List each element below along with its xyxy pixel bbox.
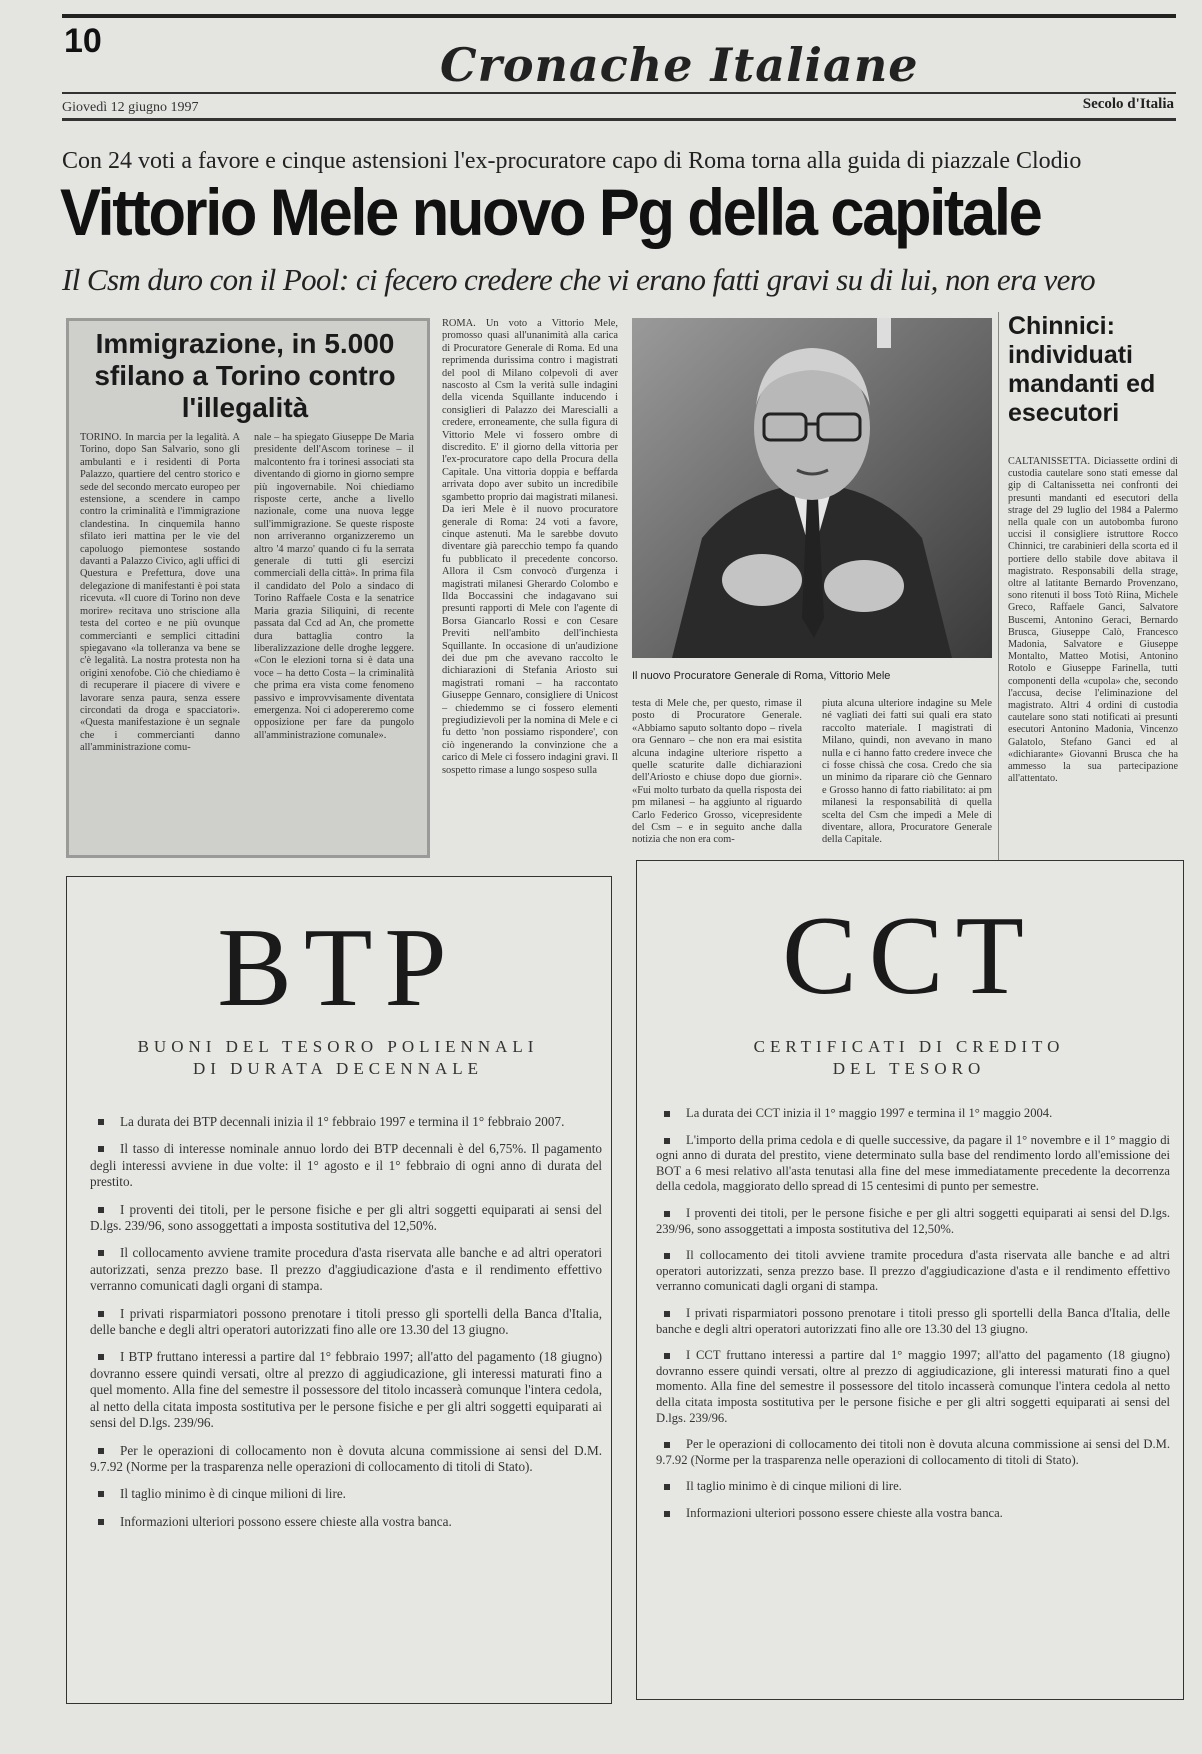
cct-term-item: Informazioni ulteriori possono essere chieste alla vostra banca. [656,1506,1170,1522]
btp-subtitle-2: DI DURATA DECENNALE [192,1059,484,1078]
newspaper-name: Secolo d'Italia [1082,96,1174,112]
page-number: 10 [64,22,102,60]
btp-terms-list [90,1114,602,1541]
cct-term-item: I privati risparmiatori possono prenotare i titoli presso gli sportelli della Banca d'Italia, delle banche e degli altri operatori autorizzati fino alle ore 13.30 del 13 giugno. [656,1305,1170,1336]
issue-date: Giovedì 12 giugno 1997 [62,100,199,115]
btp-term-item: I privati risparmiatori possono prenotare i titoli presso gli sportelli della Banca d'Italia, delle banche e degli altri operatori autorizzati fino alle ore 13.30 del 13 giugno. [90,1305,602,1338]
immigration-column-1: TORINO. In marcia per la legalità. A Torino, dopo San Salvario, sono gli ambulanti e i residenti di Porta Palazzo, quartiere del centro storico e sede del secondo mercato europeo per estensione, a scendere in campo contro la criminalità e l'immigrazione clandestina. In cinquemila hanno sfilato ieri mattina per le vie del capoluogo piemontese sostando davanti a Palazzo Civico, agli uffici di Questura e Prefettura, dove una delegazione di manifestanti è poi stata ricevuta. «Il cuore di Torino non deve morire» recitava uno striscione alla testa del corteo e ne più ovunque commercianti e semplici cittadini spiegavano «la tolleranza va bene se c'è legalità. La nostra protesta non ha origini xenofobe. Ciò che chiediamo è di recuperare il piacere di vivere e lavorare senza paura, senza essere circondati da droga e spacciatori». «Questa manifestazione è un segnale che i commercianti danno all'amministrazione comu- [80,432,240,754]
cct-term-item: Il taglio minimo è di cinque milioni di lire. [656,1479,1170,1495]
cct-terms-list [656,1106,1170,1532]
photo-caption: Il nuovo Procuratore Generale di Roma, Vittorio Mele [632,670,891,682]
btp-term-item: La durata dei BTP decennali inizia il 1° febbraio 1997 e termina il 1° febbraio 2007. [90,1114,602,1130]
cct-term-item: L'importo della prima cedola e di quelle successive, da pagare il 1° novembre e il 1° maggio di ogni anno di durata del prestito, viene determinato sulla base del rendimento lordo all'emissione dei BOT a 6 mesi relativo all'asta tenutasi alla fine del mese immediatamente precedente la decorrenza della cedola, maggiorato dello spread di 15 centesimi di punto per semestre. [656,1132,1170,1194]
article-headline: Vittorio Mele nuovo Pg della capitale [60,175,1041,249]
btp-term-item: Il collocamento avviene tramite procedura d'asta riservata alle banche e ad altri operatori autorizzati, senza prezzo base. Il prezzo d'aggiudicazione d'asta e il rendimento effettivo verranno comunicati dagli organi di stampa. [90,1245,602,1294]
btp-term-item: Per le operazioni di collocamento non è dovuta alcuna commissione ai sensi del D.M. 9.7.92 (Norme per la trasparenza nelle operazioni di collocamento di titoli di Stato). [90,1442,602,1474]
btp-term-item: Il taglio minimo è di cinque milioni di lire. [90,1486,602,1502]
btp-title: BTP [217,906,459,1030]
btp-term-item: Il tasso di interesse nominale annuo lordo dei BTP decennali è del 6,75%. Il pagamento degli interessi avviene in due volte: il 1° agosto e il 1° febbraio di ogni anno di durata del prestito. [90,1141,602,1190]
cct-title: CCT [782,894,1036,1018]
cct-term-item: Il collocamento dei titoli avviene tramite procedura d'asta riservata alle banche e ad altri operatori autorizzati, senza prezzo base. Il prezzo d'aggiudicazione d'asta e il rendimento effettivo verranno comunicati dagli organi di stampa. [656,1248,1170,1294]
top-rule [62,14,1176,18]
chinnici-body: CALTANISSETTA. Diciassette ordini di custodia cautelare sono stati emesse dal gip di Caltanissetta nei confronti dei presunti mandanti ed esecutori della strage del 29 luglio del 1984 a Palermo nella quale con un autobomba furono uccisi il consigliere istruttore Rocco Chinnici, tre carabinieri della scorta ed il portiere dello stabile dove abitava il magistrato. Responsabili della strage, oltre al latitante Bernardo Provenzano, sono ritenuti il boss Totò Riina, Michele Greco, Raffaele Ganci, Salvatore Buscemi, Antonino Geraci, Bernardo Brusca, Giuseppe Calò, Francesco Madonia, Salvatore e Giuseppe Montalto, Matteo Motisi, Antonino Rotolo e Giuseppe Farinella, tutti componenti della «cupola» che, secondo l'accusa, decise l'eliminazione del magistrato. Altri 4 ordini di custodia cautelare sono stati notificati ai presunti esecutori Antonino Madonia, Vincenzo Galatolo, Stefano Ganci ed al «dichiarante» Giovanni Brusca che ha ammesso la sua partecipazione all'attentato. [1008,456,1178,785]
btp-term-item: Informazioni ulteriori possono essere chieste alla vostra banca. [90,1514,602,1530]
header-rule-bottom [62,118,1176,121]
cct-term-item: La durata dei CCT inizia il 1° maggio 1997 e termina il 1° maggio 2004. [656,1106,1170,1122]
main-article-column-2: testa di Mele che, per questo, rimase il posto di Procuratore Generale. «Abbiamo saputo soltanto dopo – rivela ora Gennaro – che non era mai esistita alcuna indagine ulteriore rispetto a quelle scaturite dalle dichiarazioni dell'Ariosto e chiuse dopo due giorni». «Fui molto turbato da quella risposta dei pm milanesi – ha aggiunto al riguardo Carlo Federico Grosso, vicepresidente del Csm – e in seguito anche dalla notizia che non era com- [632,698,802,846]
cct-subtitle-1: CERTIFICATI DI CREDITO [753,1037,1065,1056]
main-article-column-3: piuta alcuna ulteriore indagine su Mele né vagliati dei fatti sui quali era stato raccolto materiale. I magistrati di Milano, quindi, non avevano in mano nulla e ci hanno fatto credere invece che ci fosse chissà che cosa. Credo che sia un minimo da riparare ciò che Gennaro e Grosso hanno di fatto riabilitato: ai pm milanesi la responsabilità di quella scelta del Csm che impedì a Mele di diventare, allora, Procuratore Generale della Capitale. [822,698,992,846]
btp-term-item: I proventi dei titoli, per le persone fisiche e per gli altri soggetti equiparati ai sensi del D.lgs. 239/96, sono assoggettati a imposta sostitutiva del 12,50%. [90,1201,602,1234]
btp-term-item: I BTP fruttano interessi a partire dal 1° febbraio 1997; all'atto del pagamento (18 giugno) dovranno essere quindi versati, oltre al prezzo di aggiudicazione, gli interessi maturati fino a quel momento. Alla fine del semestre il possessore del titolo incasserà comunque l'intera cedola, al netto della citata imposta sostitutiva per le persone fisiche e per gli altri soggetti equiparati ai sensi del D.lgs. 239/96. [90,1349,602,1431]
cct-term-item: I CCT fruttano interessi a partire dal 1° maggio 1997; all'atto del pagamento (18 giugno) dovranno essere quindi versati, oltre al prezzo di aggiudicazione, gli interessi maturati fino a quel momento. Alla fine del semestre il possessore del titolo incasserà comunque l'intera cedola al netto della citata imposta sostitutiva per le persone fisiche e per gli altri soggetti equiparati ai sensi del D.lgs. 239/96. [656,1348,1170,1425]
immigration-title: Immigrazione, in 5.000 sfilano a Torino contro l'illegalità [94,328,396,423]
main-article-column-1: ROMA. Un voto a Vittorio Mele, promosso quasi all'unanimità alla carica di Procuratore Generale di Roma. Ed una reprimenda durissima contro i magistrati del pool di Milano colpevoli di aver nascosto al Csm la verità sulle indagini della vicenda Squillante inducendo i consiglieri di Palazzo dei Marescialli a credere, erroneamente, che sulla figura di Vittorio Mele vi fossero ombre di discredito. E' il giorno della vittoria per l'ex-procuratore capo della Procura della Capitale. Una vittoria doppia e beffarda arrivata dopo aver subito un incredibile sgambetto proprio dai magistrati milanesi. Da ieri Mele è il nuovo procuratore generale di Roma: 24 voti a favore, cinque astenuti. Ma le sarebbe dovuto diventare già parecchio tempo fa quando fu pubblicato il precedente concorso. Allora il Csm convocò d'urgenza i magistrati milanesi Gherardo Colombo e Ilda Boccassini che indagavano sui presunti rapporti di Mele con l'agente di Borsa Giancarlo Rossi e con Cesare Previti nell'ambito dell'inchiesta Squillante. In occasione di un'audizione dei due pm che avevano raccolto le dichiarazioni di Stefania Ariosto sui magistrati romani – ha raccontato Giuseppe Gennaro, consigliere di Unicost – chiedemmo se ci fossero elementi pregiudizievoli per la nomina di Mele e ci fu detto 'non possiamo rispondere', con ciò ingenerando la convinzione che a carico di Mele ci fossero indagini gravi. Il sospetto rimase a lungo sospeso sulla [442,318,618,776]
article-kicker: Con 24 voti a favore e cinque astensioni l'ex-procuratore capo di Roma torna alla guida di piazzale Clodio [62,148,1082,174]
column-divider [998,312,999,862]
cct-term-item: Per le operazioni di collocamento dei titoli non è dovuta alcuna commissione ai sensi del D.M. 9.7.92 (Norme per la trasparenza nelle operazioni di collocamento di titoli di Stato). [656,1437,1170,1467]
cct-term-item: I proventi dei titoli, per le persone fisiche e per gli altri soggetti equiparati ai sensi del D.lgs. 239/96, sono assoggettati a imposta sostitutiva del 12,50%. [656,1205,1170,1236]
cct-subtitle-2: DEL TESORO [832,1059,986,1078]
chinnici-title: Chinnici: individuati mandanti ed esecutori [1008,312,1156,427]
portrait-image [632,318,992,658]
portrait-photo [632,318,992,658]
section-title: Cronache Italiane [440,38,919,92]
btp-subtitle-1: BUONI DEL TESORO POLIENNALI [137,1037,539,1056]
immigration-column-2: nale – ha spiegato Giuseppe De Maria presidente dell'Ascom torinese – il malcontento fra i torinesi associati sta diventando di giorno in giorno sempre più ingovernabile. Noi chiediamo risposte certe, anche a livello nazionale, come una nuova legge sull'immigrazione. Se queste risposte non arriveranno organizzeremo un altro '4 marzo' quando ci fu la serrata generale di tutti gli esercizi commerciali della città». In prima fila il candidato del Polo a sindaco di Torino Raffaele Costa e la senatrice Maria grazia Siliquini, di recente passata dal Ccd ad An, che promette dura battaglia contro la liberalizzazione delle droghe leggere. «Con le elezioni torna si è data una voce – ha detto Costa – la criminalità che prima era vista come fenomeno passivo e improvvisamente diventata emergenza. Noi ci adopereremo come opposizione per fare da pungolo all'amministrazione comunale». [254,432,414,741]
article-subhead: Il Csm duro con il Pool: ci fecero credere che vi erano fatti gravi su di lui, non era vero [62,262,1096,297]
header-rule [62,92,1176,94]
